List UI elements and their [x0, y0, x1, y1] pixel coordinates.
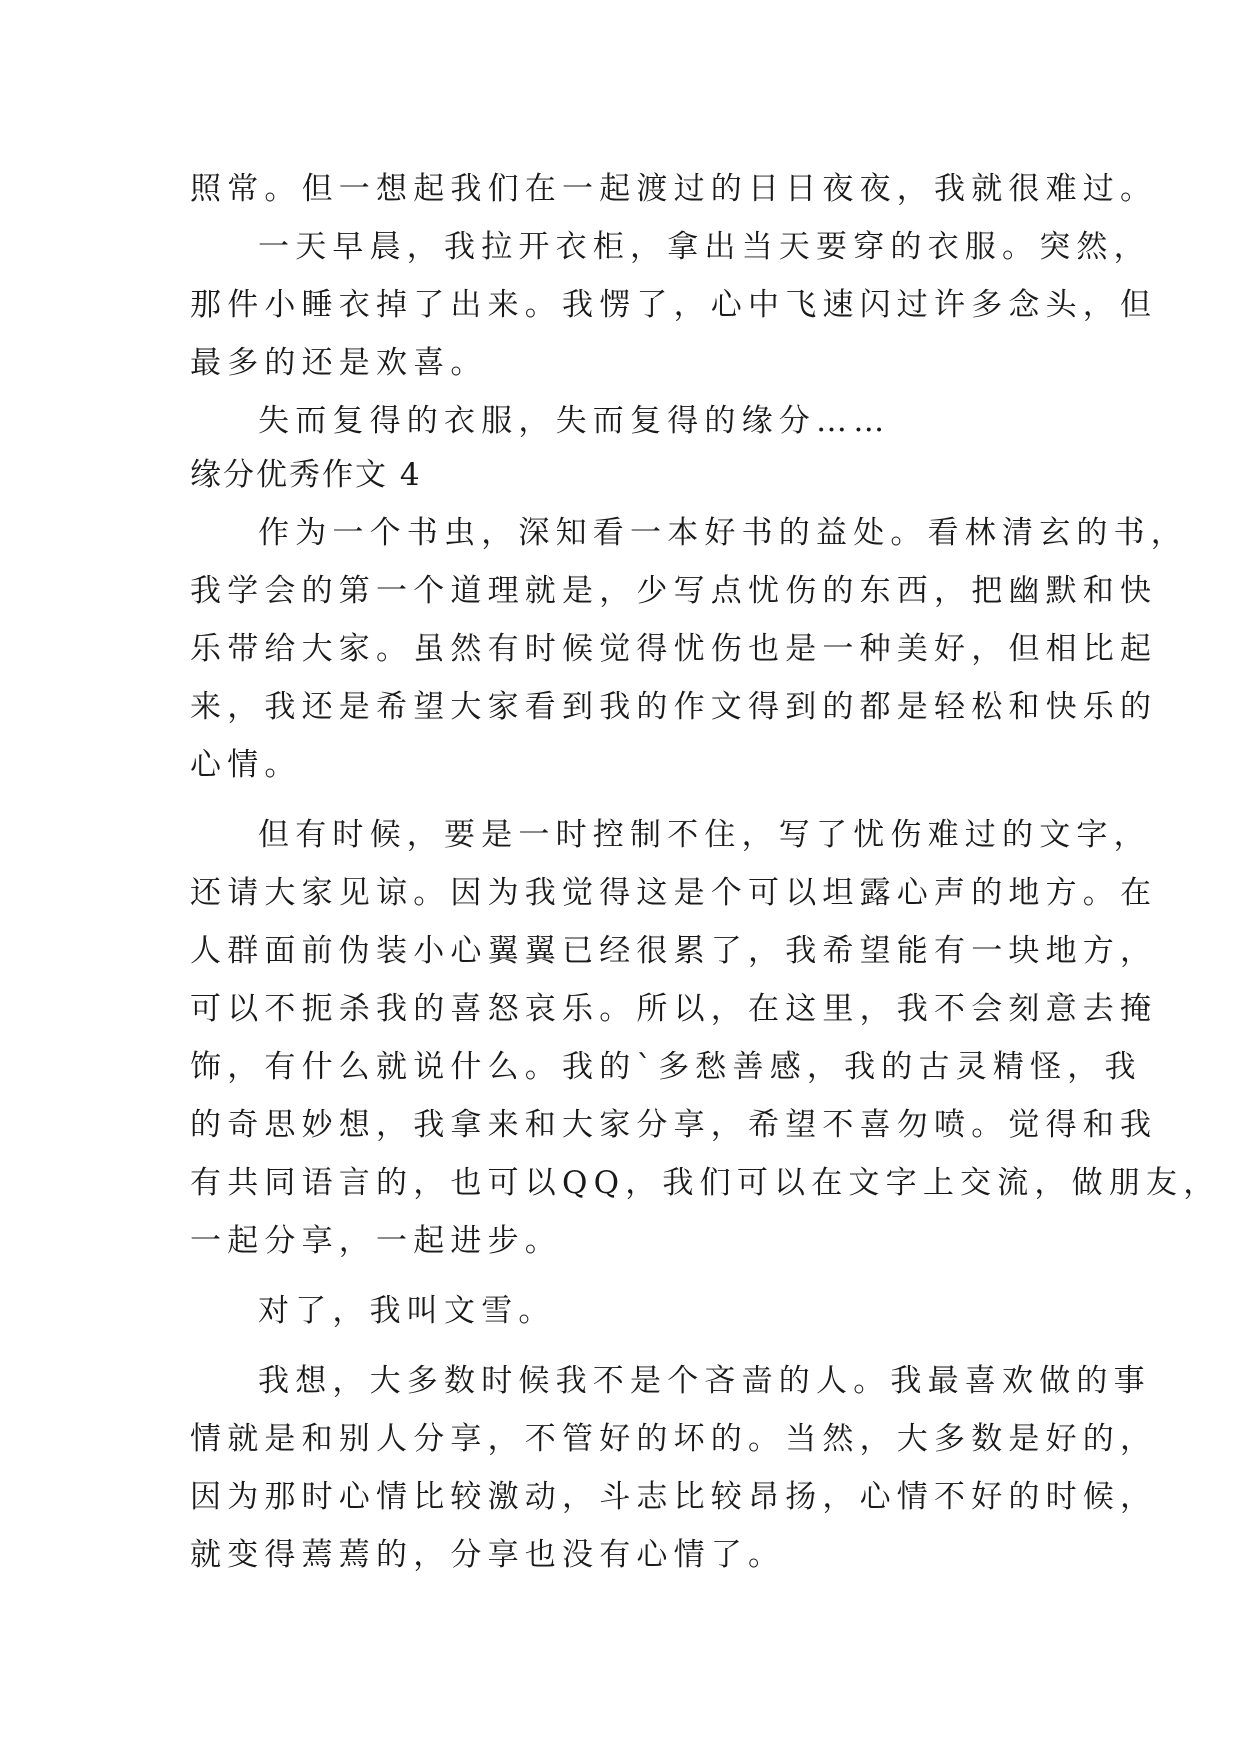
text-line: 失而复得的衣服，失而复得的缘分…… [258, 403, 891, 439]
text-line: 情就是和别人分享，不管好的坏的。当然，大多数是好的， [190, 1421, 1158, 1457]
text-line: 最多的还是欢喜。 [190, 345, 488, 381]
text-line: 心情。 [190, 747, 302, 783]
text-line: 对了，我叫文雪。 [258, 1293, 556, 1329]
section-heading: 缘分优秀作文 4 [190, 457, 422, 493]
text-line: 饰，有什么就说什么。我的`多愁善感，我的古灵精怪，我 [190, 1049, 1142, 1085]
text-line: 作为一个书虫，深知看一本好书的益处。看林清玄的书， [258, 515, 1188, 551]
text-line: 一天早晨，我拉开衣柜，拿出当天要穿的衣服。突然， [258, 229, 1151, 265]
text-line: 人群面前伪装小心翼翼已经很累了，我希望能有一块地方， [190, 933, 1158, 969]
text-line: 我学会的第一个道理就是，少写点忧伤的东西，把幽默和快 [190, 573, 1158, 609]
text-line: 有共同语言的，也可以QQ，我们可以在文字上交流，做朋友， [190, 1165, 1221, 1201]
text-line: 因为那时心情比较激动，斗志比较昂扬，心情不好的时候， [190, 1479, 1158, 1515]
text-line: 一起分享，一起进步。 [190, 1223, 562, 1259]
document-body [190, 160, 1221, 1584]
text-line: 的奇思妙想，我拿来和大家分享，希望不喜勿喷。觉得和我 [190, 1107, 1158, 1143]
text-line: 那件小睡衣掉了出来。我愣了，心中飞速闪过许多念头，但 [190, 287, 1158, 323]
text-line: 还请大家见谅。因为我觉得这是个可以坦露心声的地方。在 [190, 875, 1158, 911]
text-line: 就变得蔫蔫的，分享也没有心情了。 [190, 1537, 786, 1573]
text-line: 我想，大多数时候我不是个吝啬的人。我最喜欢做的事 [258, 1363, 1151, 1399]
text-line: 来，我还是希望大家看到我的作文得到的都是轻松和快乐的 [190, 689, 1158, 725]
text-line: 但有时候，要是一时控制不住，写了忧伤难过的文字， [258, 817, 1151, 853]
text-line: 可以不扼杀我的喜怒哀乐。所以，在这里，我不会刻意去掩 [190, 991, 1158, 1027]
text-line: 照常。但一想起我们在一起渡过的日日夜夜，我就很难过。 [190, 171, 1158, 207]
text-line: 乐带给大家。虽然有时候觉得忧伤也是一种美好，但相比起 [190, 631, 1158, 667]
